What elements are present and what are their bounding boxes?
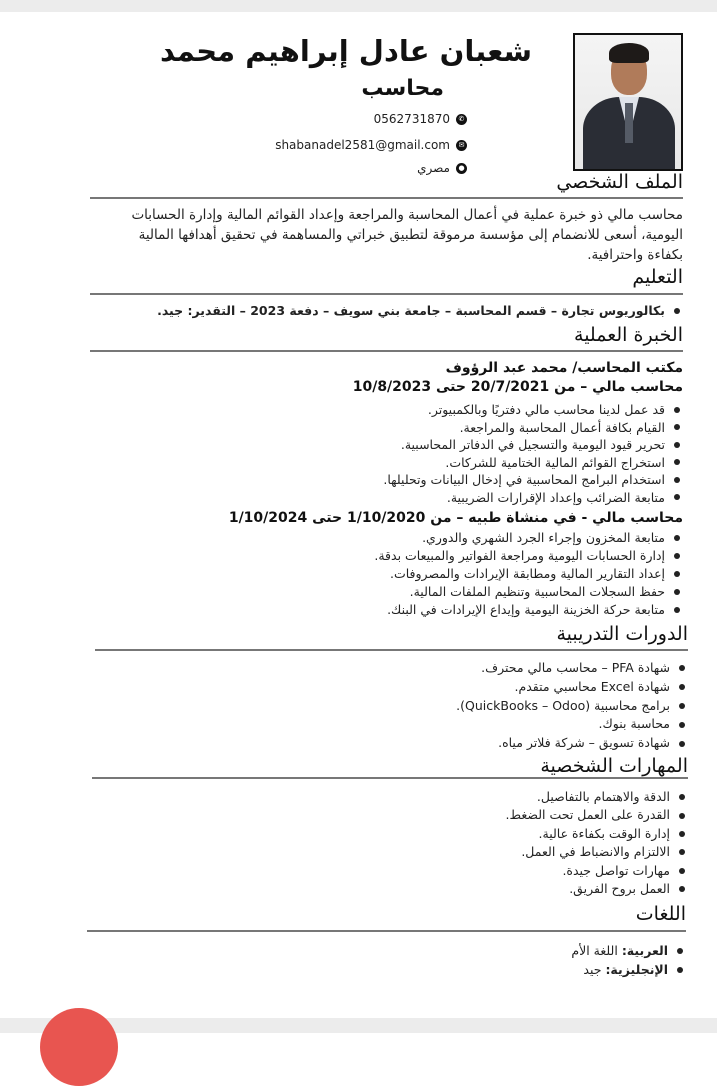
languages-heading: اللغات [635,903,686,925]
list-item: متابعة حركة الخزينة اليومية وإيداع الإيرادات في البنك. [374,601,683,619]
list-item: إعداد التقارير المالية ومطابقة الإيرادات والمصروفات. [374,565,683,583]
role-1-list [383,401,683,506]
list-item: شهادة PFA – محاسب مالي محترف. [456,659,688,678]
job-title: محاسب [361,76,444,101]
divider [87,930,686,932]
courses-heading: الدورات التدريبية [556,623,688,645]
list-item: برامج محاسبية (QuickBooks – Odoo). [456,697,688,716]
company-name: مكتب المحاسب/ محمد عبد الرؤوف [445,360,683,376]
list-item: محاسبة بنوك. [456,715,688,734]
skills-list [506,788,688,898]
list-item: مهارات تواصل جيدة. [506,862,688,880]
divider [90,293,683,295]
contact-phone: 0562731870 ✆ [374,112,467,126]
list-item: بكالوريوس تجارة – قسم المحاسبة – جامعة بني سويف – دفعة 2023 – التقدير: جيد. [157,303,683,318]
list-item: العمل بروح الفريق. [506,880,688,898]
profile-summary: محاسب مالي ذو خبرة عملية في أعمال المحاسبة والمراجعة وإعداد القوائم المالية وإدارة الحسابات اليومية، أسعى للانضمام إلى مؤسسة مرموقة لتطبيق خبراتي والمساهمة في تحقيق أهدافها المالية بكفاءة واحترافية. [131,207,683,263]
divider [90,197,683,199]
list-item: الإنجليزية: جيد [571,960,686,979]
education-heading: التعليم [632,266,683,288]
full-name: شعبان عادل إبراهيم محمد [160,34,532,68]
profile-photo [573,33,683,171]
skills-heading: المهارات الشخصية [540,755,688,777]
list-item: إدارة الوقت بكفاءة عالية. [506,825,688,843]
contact-nationality: مصري ● [417,161,467,175]
list-item: متابعة المخزون وإجراء الجرد الشهري والدوري. [374,529,683,547]
list-item: القيام بكافة أعمال المحاسبة والمراجعة. [383,419,683,437]
role-1: محاسب مالي – من 20/7/2021 حتى 10/8/2023 [352,379,683,395]
list-item: حفظ السجلات المحاسبية وتنظيم الملفات المالية. [374,583,683,601]
list-item: شهادة تسويق – شركة فلاتر مياه. [456,734,688,753]
role-2: محاسب مالي - في منشاة طبيه – من 1/10/2020 حتى 1/10/2024 [228,510,683,526]
experience-heading: الخبرة العملية [574,324,683,346]
divider [90,350,683,352]
list-item: العربية: اللغة الأم [571,941,686,960]
email-icon: ✉ [456,140,467,151]
floating-action-button[interactable] [40,1008,118,1086]
list-item: الالتزام والانضباط في العمل. [506,843,688,861]
role-2-list [374,529,683,619]
list-item: القدرة على العمل تحت الضغط. [506,806,688,824]
phone-icon: ✆ [456,114,467,125]
list-item: استخراج القوائم المالية الختامية للشركات. [383,454,683,472]
location-icon: ● [456,163,467,174]
list-item: متابعة الضرائب وإعداد الإقرارات الضريبية. [383,489,683,507]
education-list [157,303,683,318]
languages-list [571,941,686,979]
divider [92,777,688,779]
list-item: قد عمل لدينا محاسب مالي دفتريًا وبالكمبيوتر. [383,401,683,419]
contact-email: shabanadel2581@gmail.com ✉ [275,138,467,152]
courses-list [456,659,688,753]
list-item: الدقة والاهتمام بالتفاصيل. [506,788,688,806]
divider [95,649,688,651]
list-item: إدارة الحسابات اليومية ومراجعة الفواتير والمبيعات بدقة. [374,547,683,565]
list-item: تحرير قيود اليومية والتسجيل في الدفاتر المحاسبية. [383,436,683,454]
list-item: استخدام البرامج المحاسبية في إدخال البيانات وتحليلها. [383,471,683,489]
top-bar [0,0,717,12]
list-item: شهادة Excel محاسبي متقدم. [456,678,688,697]
profile-heading: الملف الشخصي [556,171,683,193]
